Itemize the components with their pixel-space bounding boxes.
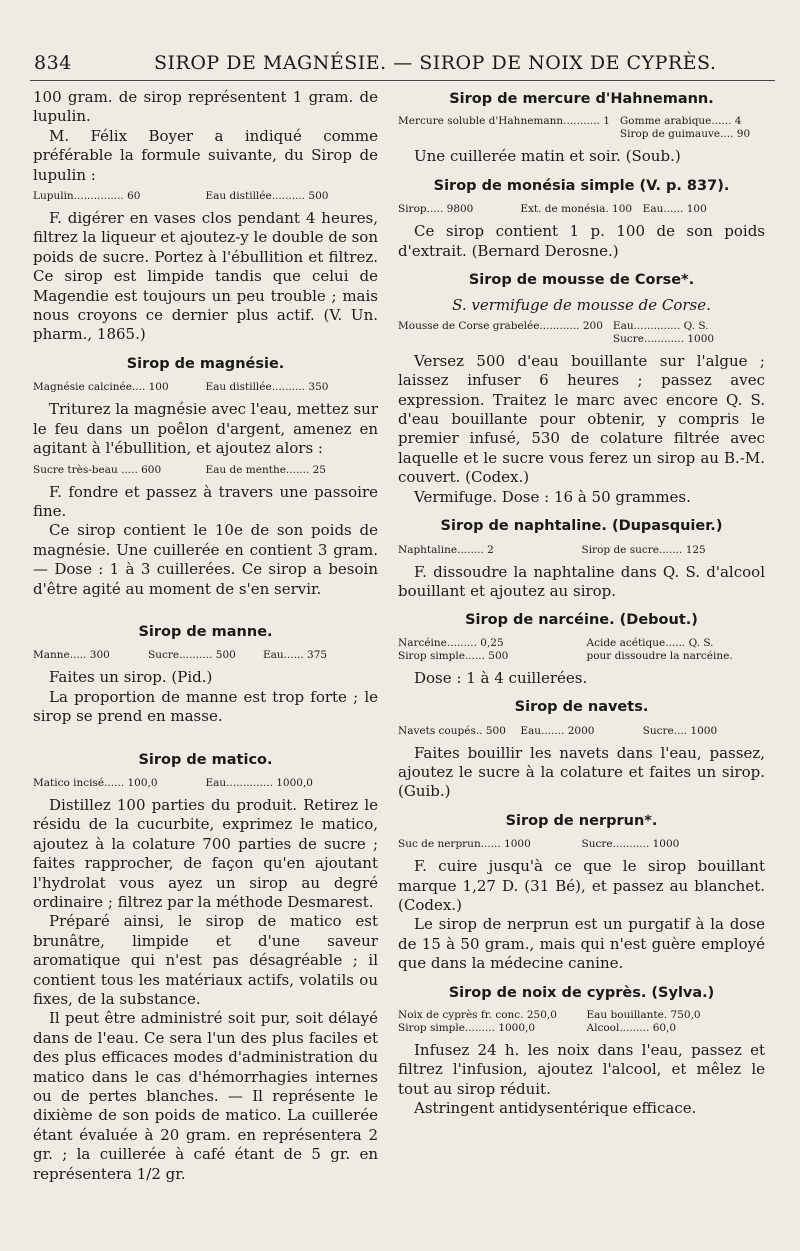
running-title: SIROP DE MAGNÉSIE. — SIROP DE NOIX DE CYPRÈS. xyxy=(154,52,717,74)
paragraph: Infusez 24 h. les noix dans l'eau, passez et filtrez l'infusion, ajoutez l'alcool, et mêlez le tout au sirop réduit. xyxy=(398,1041,765,1098)
header-rule xyxy=(30,80,775,81)
paragraph: F. cuire jusqu'à ce que le sirop bouillant marque 1,27 D. (31 Bé), et passez au blanchet. (Codex.) xyxy=(398,857,765,914)
paragraph: Faites un sirop. (Pid.) xyxy=(49,668,213,687)
ingredient: Sucre.......... 500 xyxy=(148,649,236,662)
paragraph: Il peut être administré soit pur, soit délayé dans de l'eau. Ce sera l'un des plus faciles et des plus efficaces modes d'administration du matico dans le cas d'hémorrhagies internes ou de pertes blanches. — Il représente le dixième de son poids de matico. La cuillerée étant évaluée à 20 gram. en représentera 2 gr. ; la cuillerée à café étant de 5 gr. en représentera 1/2 gr. xyxy=(33,1009,378,1183)
paragraph: F. dissoudre la naphtaline dans Q. S. d'alcool bouillant et ajoutez au sirop. xyxy=(398,562,765,600)
ingredient: Sirop de sucre....... 125 xyxy=(581,543,706,556)
ingredient: Sirop simple......... 1000,0 xyxy=(398,1022,536,1034)
formula xyxy=(398,320,765,346)
paragraph: Versez 500 d'eau bouillante sur l'algue ; laissez infuser 6 heures ; passez avec expression. Traitez le marc avec encore Q. S. d'eau bouillante pour obtenir, y compris le premier infusé, 530 de colature filtrée avec laquelle et le sucre vous ferez un sirop au B.-M. couvert. (Codex.) xyxy=(398,351,765,487)
section-title: Sirop de manne. xyxy=(138,623,273,640)
ingredient: Matico incisé...... 100,0 xyxy=(33,776,158,789)
formula xyxy=(33,189,378,203)
section-title: Sirop de noix de cyprès. (Sylva.) xyxy=(448,984,715,1001)
formula xyxy=(398,543,765,557)
ingredient: Sirop de guimauve.... 90 xyxy=(619,128,751,141)
ingredient: Ext. de monésia. 100 xyxy=(520,203,633,216)
section-title: Sirop de narcéine. (Debout.) xyxy=(465,612,698,629)
formula xyxy=(33,648,378,662)
ingredient: Sirop simple...... 500 xyxy=(398,649,509,662)
paragraph: Vermifuge. Dose : 16 à 50 grammes. xyxy=(414,487,691,506)
page-number: 834 xyxy=(34,52,72,74)
formula xyxy=(33,380,378,394)
left-column xyxy=(33,88,378,1184)
ingredient: Eau distillée.......... 350 xyxy=(205,381,329,394)
ingredient: Navets coupés.. 500 xyxy=(398,724,506,737)
ingredient: Sucre très-beau ..... 600 xyxy=(33,463,162,476)
paragraph: 100 gram. de sirop représentent 1 gram. de lupulin. xyxy=(33,88,378,126)
paragraph: Ce sirop contient 1 p. 100 de son poids d'extrait. (Bernard Derosne.) xyxy=(398,222,765,260)
formula xyxy=(398,724,765,738)
ingredient: Sucre.... 1000 xyxy=(642,724,718,737)
ingredient: Magnésie calcinée.... 100 xyxy=(33,381,169,394)
paragraph: Préparé ainsi, le sirop de matico est brunâtre, limpide et d'une saveur aromatique qui n'est pas désagréable ; il contient tous les matériaux actifs, volatils ou fixes, de la substance. xyxy=(33,912,378,1009)
paragraph: F. fondre et passez à travers une passoire fine. xyxy=(33,482,378,520)
ingredient xyxy=(398,128,610,141)
section-title: Sirop de mousse de Corse*. xyxy=(468,272,695,289)
ingredient: pour dissoudre la narcéine. xyxy=(586,649,733,662)
paragraph: Triturez la magnésie avec l'eau, mettez sur le feu dans un poêlon d'argent, amenez en agitant à l'ébullition, et ajoutez alors : xyxy=(33,400,378,458)
ingredient: Sucre............ 1000 xyxy=(612,332,715,345)
ingredient: Eau...... 375 xyxy=(263,649,328,662)
ingredient: Manne..... 300 xyxy=(33,649,110,662)
ingredient: Lupulin............... 60 xyxy=(33,190,141,203)
paragraph: Une cuillerée matin et soir. (Soub.) xyxy=(414,147,681,166)
section-title: Sirop de matico. xyxy=(138,751,273,768)
ingredient: Naphtaline........ 2 xyxy=(398,543,494,556)
ingredient: Eau...... 100 xyxy=(642,203,707,216)
paragraph: Le sirop de nerprun est un purgatif à la dose de 15 à 50 gram., mais qui n'est guère employé que dans la médecine canine. xyxy=(398,915,765,973)
formula xyxy=(398,637,765,663)
section-title: Sirop de mercure d'Hahnemann. xyxy=(449,91,714,107)
ingredient: Mercure soluble d'Hahnemann........... 1 xyxy=(398,115,610,128)
section-title: Sirop de magnésie. xyxy=(126,355,285,372)
formula xyxy=(398,115,765,141)
paragraph: Faites bouillir les navets dans l'eau, passez, ajoutez le sucre à la colature et faites un sirop. (Guib.) xyxy=(398,743,765,801)
ingredient: Sirop..... 9800 xyxy=(398,203,474,216)
paragraph: M. Félix Boyer a indiqué comme préférable la formule suivante, du Sirop de lupulin : xyxy=(33,126,378,184)
paragraph: Astringent antidysentérique efficace. xyxy=(414,1099,697,1118)
paragraph: F. digérer en vases clos pendant 4 heures, filtrez la liqueur et ajoutez-y le double de son poids de sucre. Portez à l'ébullition et filtrez. Ce sirop est limpide tandis que celui de Magendie est toujours un peu trouble ; mais nous croyons ce dernier plus actif. (V. Un. pharm., 1865.) xyxy=(33,209,378,344)
ingredient: Acide acétique...... Q. S. xyxy=(586,636,714,649)
ingredient: Noix de cyprès fr. conc. 250,0 xyxy=(398,1009,557,1021)
ingredient: Eau bouillante. 750,0 xyxy=(586,1009,701,1021)
paragraph: Distillez 100 parties du produit. Retirez le résidu de la cucurbite, exprimez le matico, ajoutez à la colature 700 parties de sucre ; faites rapprocher, de façon qu'en ajoutant l'hydrolat vous ayez un sirop au degré ordinaire ; filtrez par la méthode Desmarest. xyxy=(33,795,378,911)
ingredient: Sucre........... 1000 xyxy=(581,838,680,851)
formula xyxy=(398,1009,765,1035)
section-title: Sirop de navets. xyxy=(514,699,649,716)
ingredient xyxy=(398,333,603,346)
right-column xyxy=(398,88,765,1119)
ingredient: Eau.............. 1000,0 xyxy=(205,776,313,789)
ingredient: Gomme arabique...... 4 xyxy=(619,115,742,128)
paragraph: La proportion de manne est trop forte ; le sirop se prend en masse. xyxy=(33,687,378,726)
section-subtitle: S. vermifuge de mousse de Corse. xyxy=(452,296,711,315)
ingredient: Eau....... 2000 xyxy=(520,724,595,737)
ingredient: Eau.............. Q. S. xyxy=(612,319,709,332)
ingredient: Alcool......... 60,0 xyxy=(586,1022,677,1034)
formula xyxy=(33,463,378,477)
running-header xyxy=(34,52,774,74)
ingredient: Eau de menthe....... 25 xyxy=(205,463,326,476)
formula xyxy=(398,202,765,216)
formula xyxy=(33,776,378,790)
section-title: Sirop de naphtaline. (Dupasquier.) xyxy=(440,518,723,535)
ingredient: Narcéine......... 0,25 xyxy=(398,636,504,649)
paragraph: Dose : 1 à 4 cuillerées. xyxy=(414,668,588,687)
section-title: Sirop de monésia simple (V. p. 837). xyxy=(433,177,730,194)
ingredient: Suc de nerprun...... 1000 xyxy=(398,838,531,851)
paragraph: Ce sirop contient le 10e de son poids de magnésie. Une cuillerée en contient 3 gram. — Dose : 1 à 3 cuillerées. Ce sirop a besoin d'être agité au moment de s'en servir. xyxy=(33,521,378,598)
ingredient: Eau distillée.......... 500 xyxy=(205,190,329,203)
formula xyxy=(398,837,765,851)
ingredient: Mousse de Corse grabelée............ 200 xyxy=(398,319,603,332)
section-title: Sirop de nerprun*. xyxy=(505,812,658,829)
